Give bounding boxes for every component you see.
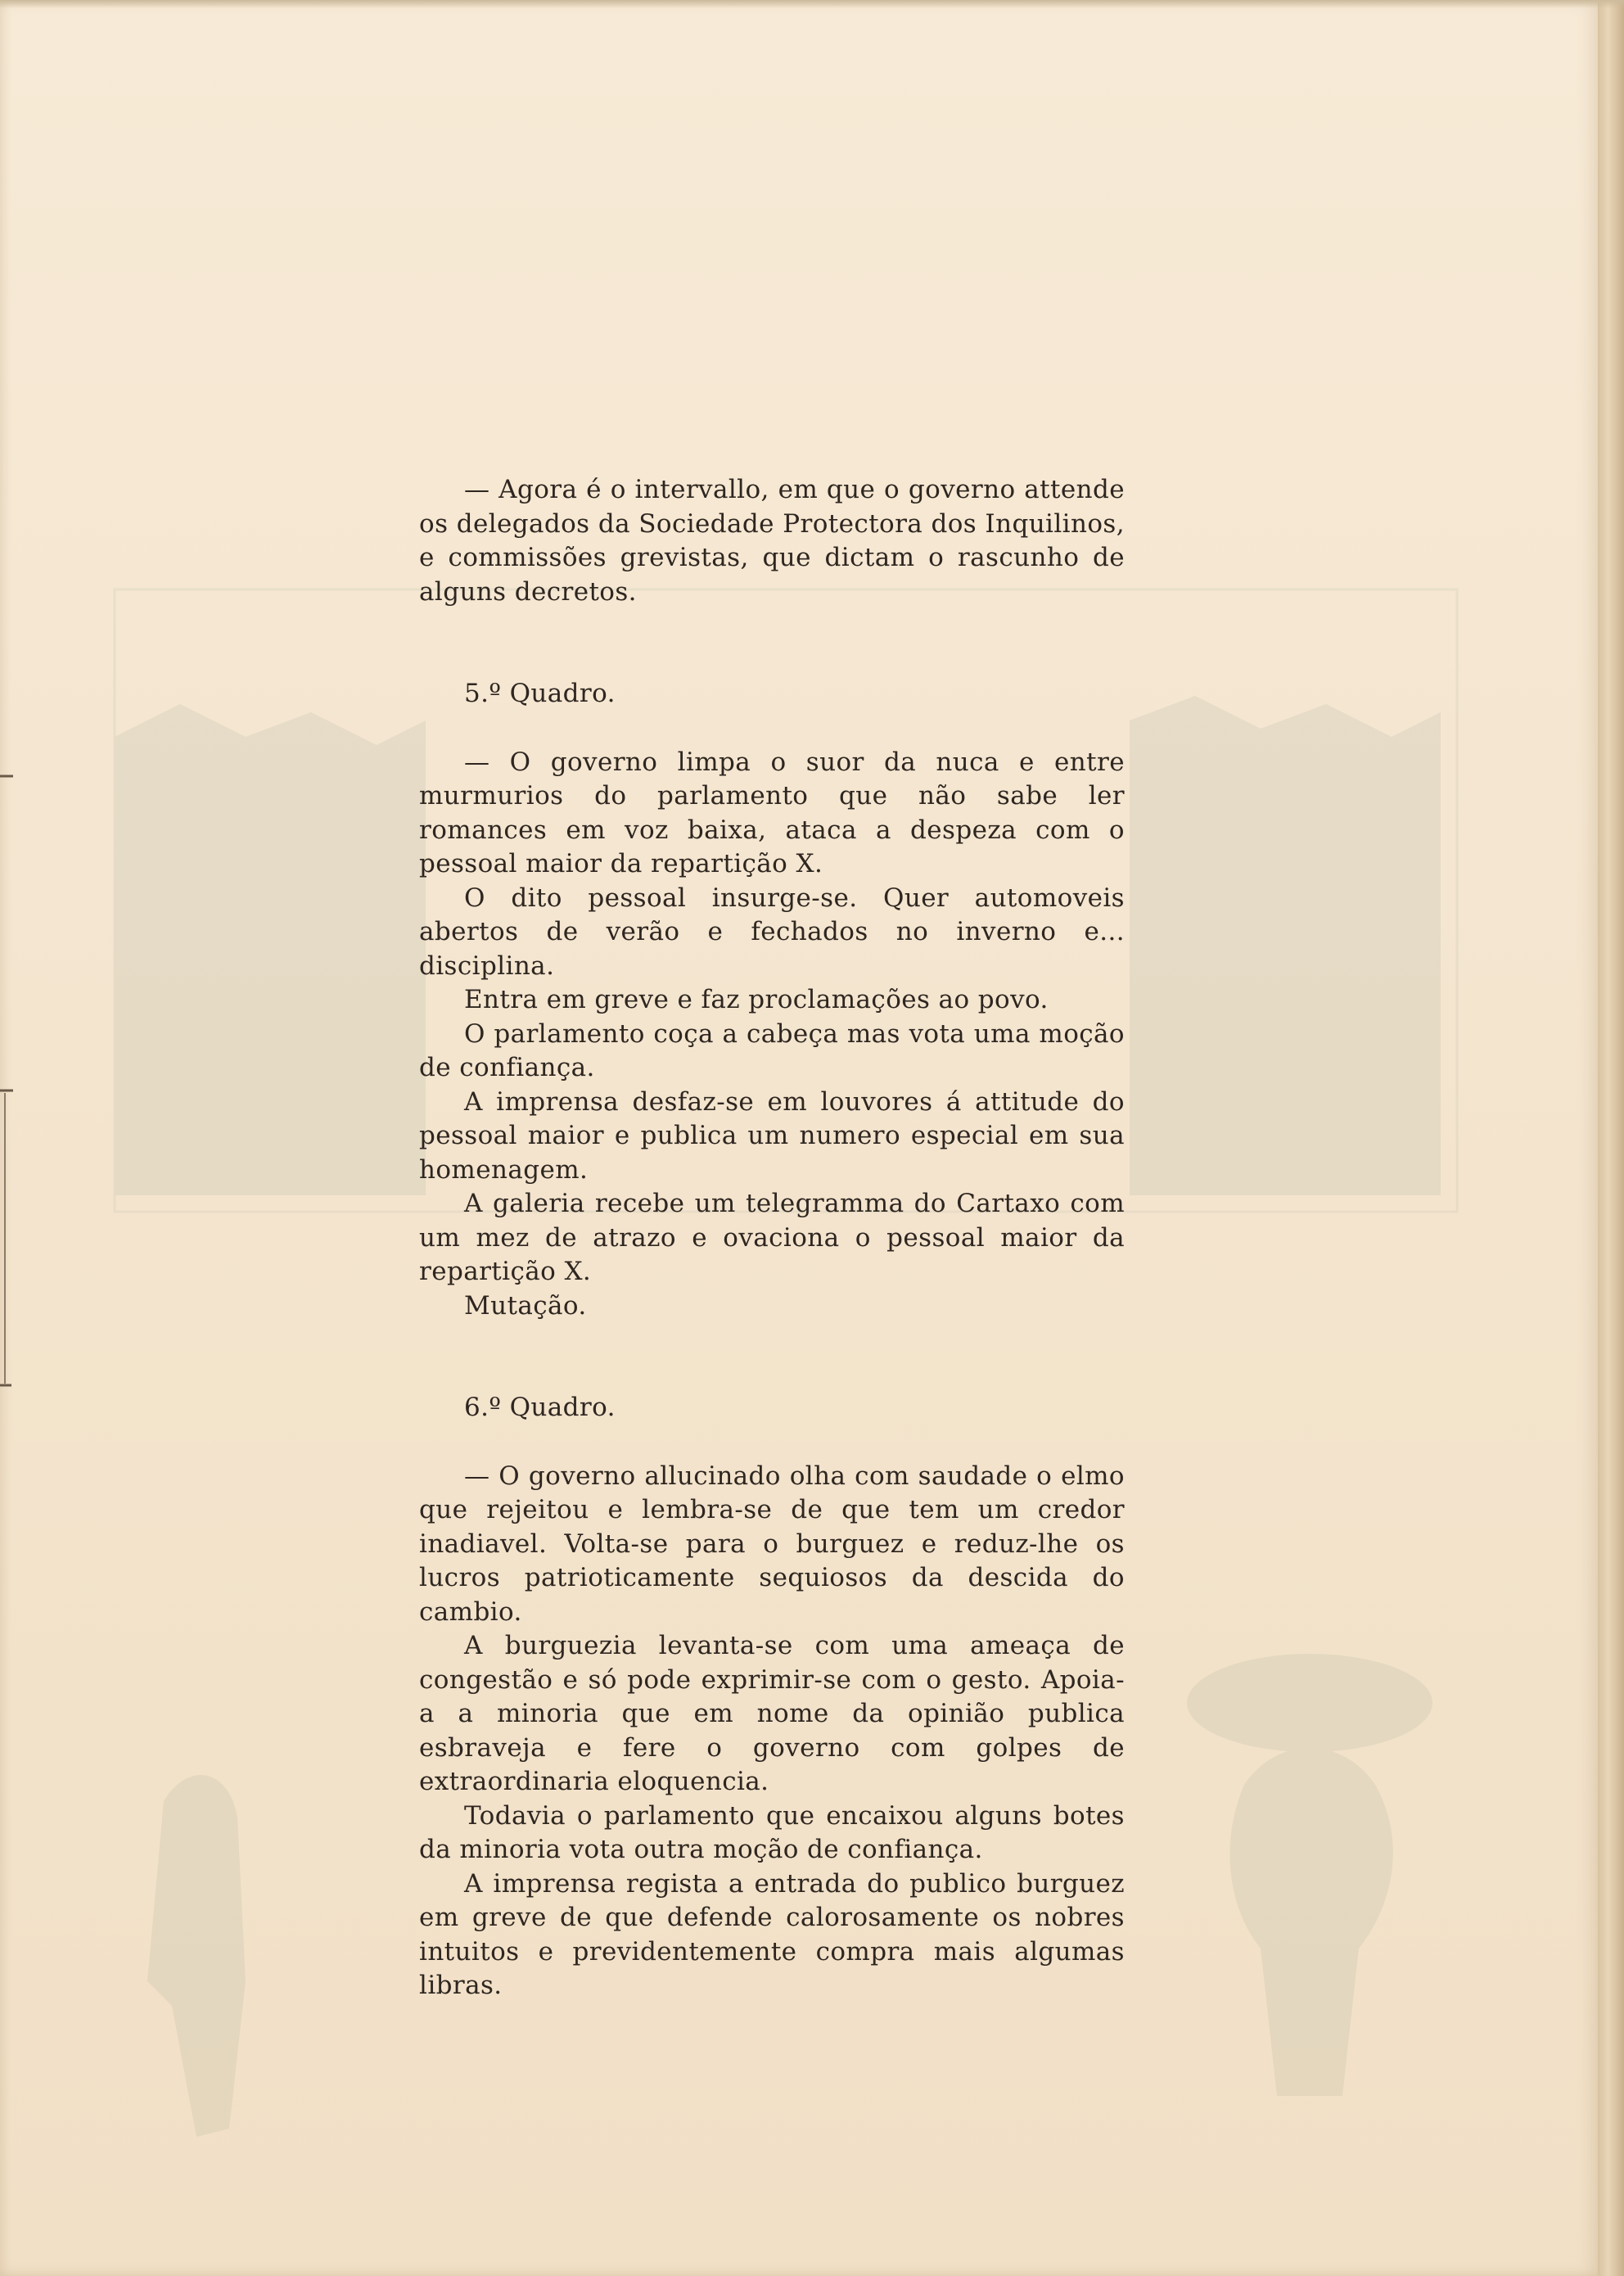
paragraph-q5-2: O dito pessoal insurge-se. Quer automoveis abertos de verão e fechados no inverno e... disciplina. [419,883,1125,981]
paragraph-q6-2: A burguezia levanta-se com uma ameaça de congestão e só pode exprimir-se com o gesto. Apoia-a a minoria que em nome da opinião publica esbraveja e fere o governo com golpes de extraordinaria eloquencia. [419,1631,1125,1796]
paragraph-q5-4: O parlamento coça a cabeça mas vota uma moção de confiança. [419,1018,1125,1082]
paragraph-q5-5: A imprensa desfaz-se em louvores á attitude do pessoal maior e publica um numero especial em sua homenagem. [419,1086,1125,1185]
paragraph-q6-3: Todavia o parlamento que encaixou alguns botes da minoria vota outra moção de confiança. [419,1800,1125,1864]
bleed-figure-left [147,1775,246,2137]
paragraph-q6-1: — O governo allucinado olha com saudade o elmo que rejeitou e lembra-se de que tem um credor inadiavel. Volta-se para o burguez e reduz-lhe os lucros patrioticamente sequiosos da descida do cambio. [419,1461,1125,1627]
paragraph-intervallo: — Agora é o intervallo, em que o governo attende os delegados da Sociedade Protectora dos Inquilinos, e commissões grevistas, que dictam o rascunho de alguns decretos. [419,475,1125,607]
heading-quadro-5: 5.º Quadro. [464,679,616,708]
paragraph-q5-6: A galeria recebe um telegramma do Cartaxo com um mez de atrazo e ovaciona o pessoal maior da repartição X. [419,1189,1125,1286]
bleed-figure-right [1230,1748,1393,2096]
paragraph-q5-1: — O governo limpa o suor da nuca e entre murmurios do parlamento que não sabe ler romances em voz baixa, ataca a despeza com o pessoal maior da repartição X. [419,747,1125,878]
top-edge [0,0,1624,8]
bleed-ornament-right [1187,1654,1432,1752]
bleed-crowd-right [1130,696,1441,1195]
paragraph-q6-4: A imprensa regista a entrada do publico burguez em greve de que defende calorosamente os nobres intuitos e previdentemente compra mais algumas libras. [419,1868,1125,2000]
body-text [419,473,1125,2003]
page-edge-shadow [1598,0,1624,2276]
bleed-crowd-left [115,704,426,1195]
binding-marks [0,0,33,2276]
paragraph-q5-mutacao: Mutação. [464,1290,587,1321]
paragraph-q5-3: Entra em greve e faz proclamações ao povo. [464,985,1049,1014]
heading-quadro-6: 6.º Quadro. [464,1393,616,1422]
